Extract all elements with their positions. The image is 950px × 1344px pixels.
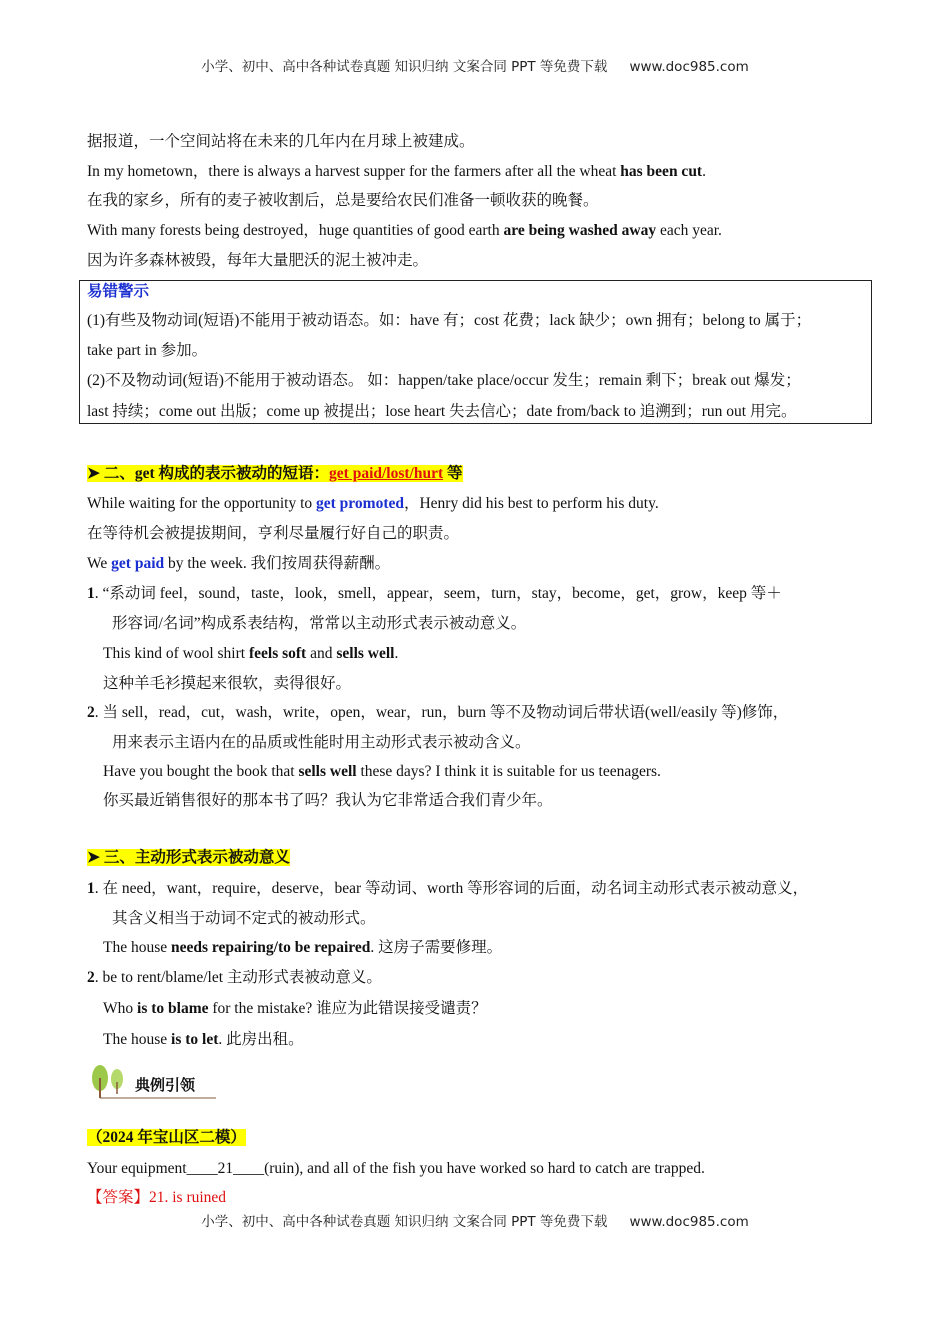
text-line xyxy=(103,644,398,664)
text-line xyxy=(87,402,796,422)
text-line xyxy=(87,251,428,271)
text-line xyxy=(103,999,487,1019)
text-line xyxy=(112,733,531,753)
text-segment: . “系动词 feel，sound，taste，look，smell，appear，seem，turn，stay，become，get，grow，keep 等＋ xyxy=(94,585,782,602)
emphasized-text: 易错警示 xyxy=(87,283,150,300)
emphasized-text: （2024 年宝山区二模） xyxy=(87,1129,246,1146)
text-line xyxy=(87,282,149,302)
text-line xyxy=(87,1188,226,1208)
text-segment: 其含义相当于动词不定式的被动形式。 xyxy=(112,910,376,927)
text-segment: Who xyxy=(103,1000,138,1017)
text-segment: 在我的家乡，所有的麦子被收割后，总是要给农民们准备一顿收获的晚餐。 xyxy=(87,192,599,209)
text-line xyxy=(87,968,382,988)
text-line xyxy=(87,371,801,391)
text-segment: The house xyxy=(103,939,172,956)
text-line xyxy=(103,1030,304,1050)
text-segment: (2)不及物动词(短语)不能用于被动语态。 如：happen/take place/occur 发生；remain 剩下；break out 爆发； xyxy=(87,372,801,389)
text-segment: 形容词/名词”构成系表结构，常常以主动形式表示被动意义。 xyxy=(112,615,527,632)
text-segment: We xyxy=(87,555,112,572)
emphasized-text: get paid/lost/hurt xyxy=(329,465,444,482)
text-segment: . 当 sell，read，cut，wash，write，open，wear，run，burn 等不及物动词后带状语(well/easily 等)修饰， xyxy=(94,704,789,721)
emphasized-text: feels soft xyxy=(248,645,307,662)
text-segment: 在等待机会被提拔期间，亨利尽量履行好自己的职责。 xyxy=(87,525,460,542)
text-line xyxy=(87,524,459,544)
emphasized-text: is to blame xyxy=(137,1000,209,1017)
emphasized-text: get paid xyxy=(111,555,165,572)
text-segment: Your equipment____21____(ruin), and all of the fish you have worked so hard to catch are trapped. xyxy=(87,1160,705,1177)
text-line xyxy=(112,909,376,929)
text-segment: ，Henry did his best to perform his duty. xyxy=(403,495,659,512)
text-segment: for the mistake? 谁应为此错误接受谴责？ xyxy=(208,1000,487,1017)
text-line xyxy=(103,938,502,958)
text-line xyxy=(87,311,811,331)
text-line xyxy=(103,791,553,811)
text-segment: . xyxy=(702,163,706,180)
text-segment: 用来表示主语内在的品质或性能时用主动形式表示被动含义。 xyxy=(112,734,531,751)
emphasized-text: needs repairing/to be repaired xyxy=(171,939,371,956)
text-segment: . xyxy=(394,645,399,662)
text-line xyxy=(87,464,463,484)
text-line xyxy=(87,221,722,241)
text-line xyxy=(87,1159,705,1179)
text-segment: . 此房出租。 xyxy=(218,1031,304,1048)
text-line xyxy=(103,674,351,694)
text-segment: by the week. 我们按周获得薪酬。 xyxy=(164,555,391,572)
text-segment: The house xyxy=(103,1031,172,1048)
text-segment: In my hometown，there is always a harvest supper for the farmers after all the wheat xyxy=(87,163,621,180)
example-section-header xyxy=(90,1064,220,1100)
emphasized-text: sells well xyxy=(298,763,357,780)
footer-url[interactable]: www.doc985.com xyxy=(629,1214,749,1230)
text-segment: last 持续；come out 出版；come up 被提出；lose heart 失去信心；date from/back to 追溯到；run out 用完。 xyxy=(87,403,797,420)
emphasized-text: 2 xyxy=(87,704,95,721)
text-line xyxy=(87,341,207,361)
emphasized-text: get promoted xyxy=(316,495,404,512)
emphasized-text: ➤ 三、主动形式表示被动意义 xyxy=(87,849,290,866)
text-segment: 你买最近销售很好的那本书了吗？我认为它非常适合我们青少年。 xyxy=(103,792,553,809)
emphasized-text: 等 xyxy=(443,465,463,482)
text-segment: and xyxy=(306,645,337,662)
header-url[interactable]: www.doc985.com xyxy=(629,59,749,75)
emphasized-text: sells well xyxy=(336,645,395,662)
emphasized-text: 【答案】21. is ruined xyxy=(87,1189,227,1206)
example-section-title: 典例引领 xyxy=(135,1076,196,1094)
text-line xyxy=(87,879,808,899)
emphasized-text: is to let xyxy=(171,1031,219,1048)
text-line xyxy=(87,132,475,152)
text-segment: 据报道，一个空间站将在未来的几年内在月球上被建成。 xyxy=(87,133,475,150)
text-segment: This kind of wool shirt xyxy=(103,645,249,662)
header-text: 小学、初中、高中各种试卷真题 知识归纳 文案合同 PPT 等免费下载 xyxy=(201,59,608,75)
text-line xyxy=(87,162,706,182)
footer-text: 小学、初中、高中各种试卷真题 知识归纳 文案合同 PPT 等免费下载 xyxy=(201,1214,608,1230)
emphasized-text: 2 xyxy=(87,969,95,986)
text-line xyxy=(87,703,788,723)
text-segment: 这种羊毛衫摸起来很软，卖得很好。 xyxy=(103,675,352,692)
page-header xyxy=(0,57,950,77)
text-line xyxy=(87,494,659,514)
emphasized-text: has been cut xyxy=(620,163,703,180)
text-segment: take part in 参加。 xyxy=(87,342,208,359)
text-line xyxy=(87,848,290,868)
text-segment: . 这房子需要修理。 xyxy=(370,939,503,956)
text-segment: each year. xyxy=(656,222,722,239)
text-line xyxy=(87,554,390,574)
text-segment: While waiting for the opportunity to xyxy=(87,495,317,512)
emphasized-text: are being washed away xyxy=(503,222,657,239)
text-line xyxy=(103,762,661,782)
text-line xyxy=(87,584,782,604)
text-segment: these days? I think it is suitable for us teenagers. xyxy=(356,763,661,780)
text-segment: Have you bought the book that xyxy=(103,763,299,780)
page-footer xyxy=(0,1212,950,1232)
text-segment: (1)有些及物动词(短语)不能用于被动语态。如：have 有；cost 花费；lack 缺少；own 拥有；belong to 属于； xyxy=(87,312,812,329)
text-line xyxy=(87,191,599,211)
text-segment: With many forests being destroyed，huge quantities of good earth xyxy=(87,222,504,239)
emphasized-text: 1 xyxy=(87,585,95,602)
text-segment: . 在 need，want，require，deserve，bear 等动词、worth 等形容词的后面，动名词主动形式表示被动意义， xyxy=(94,880,809,897)
text-line xyxy=(112,614,526,634)
text-segment: 因为许多森林被毁，每年大量肥沃的泥土被冲走。 xyxy=(87,252,429,269)
emphasized-text: 1 xyxy=(87,880,95,897)
text-segment: . be to rent/blame/let 主动形式表被动意义。 xyxy=(94,969,382,986)
emphasized-text: ➤ 二、get 构成的表示被动的短语： xyxy=(87,465,330,482)
text-line xyxy=(87,1128,246,1148)
